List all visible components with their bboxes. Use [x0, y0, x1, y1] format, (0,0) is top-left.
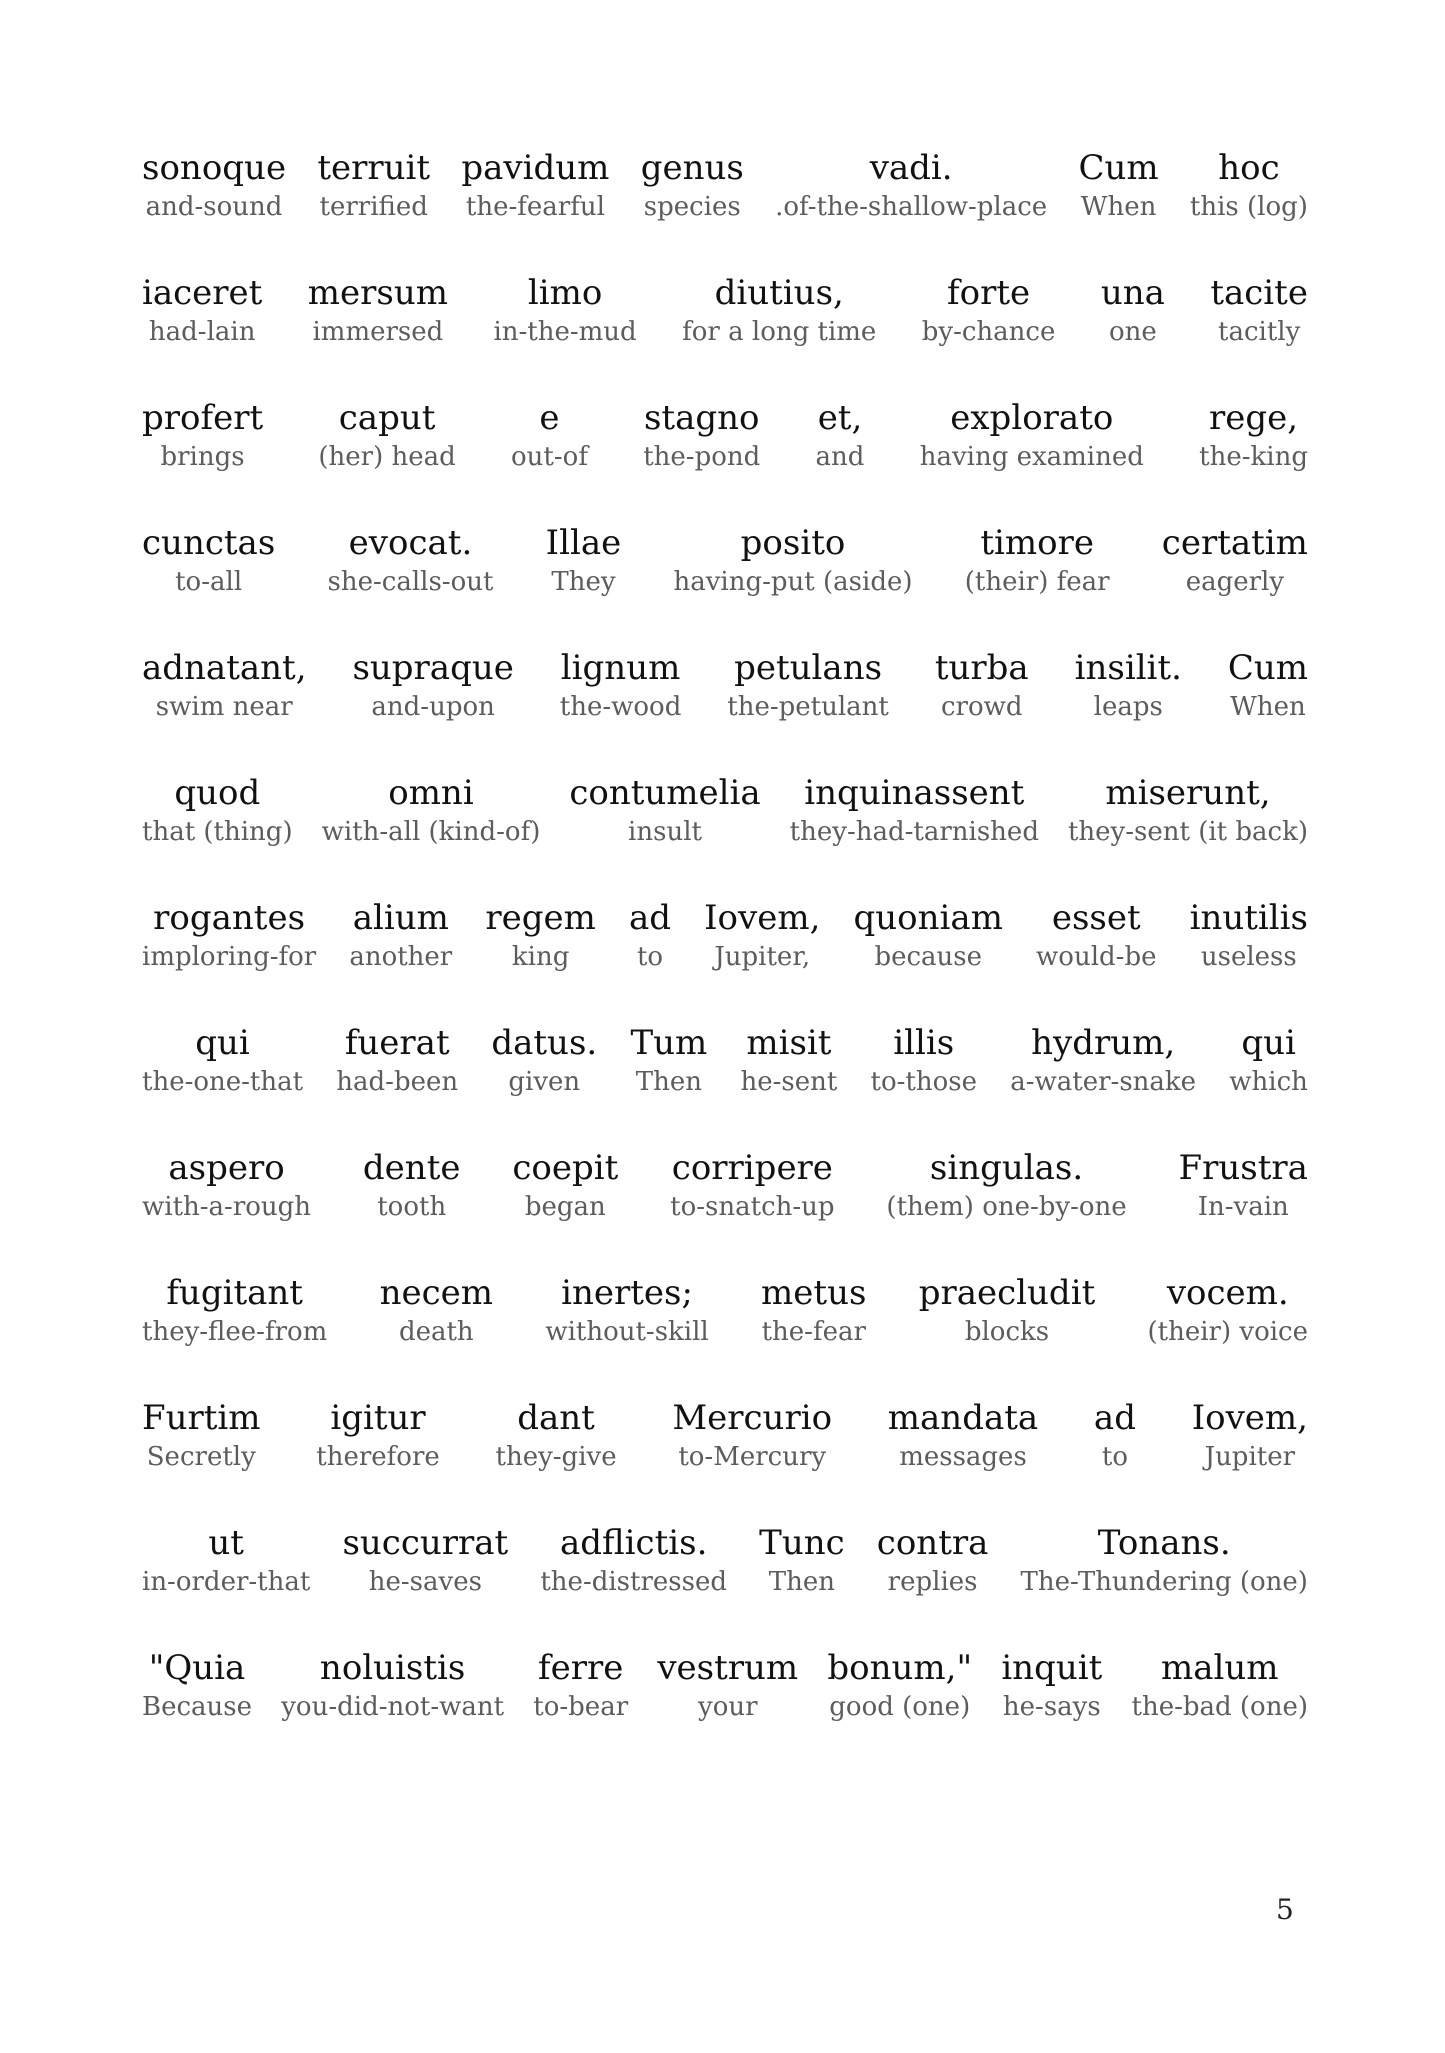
word-pair — [816, 396, 865, 474]
word-pair — [569, 771, 760, 849]
latin-word: dente — [362, 1148, 461, 1188]
word-pair — [871, 1021, 977, 1099]
english-gloss: she-calls-out — [327, 567, 494, 597]
word-pair — [496, 1396, 617, 1474]
english-gloss: to-those — [870, 1067, 978, 1097]
latin-word: Furtim — [142, 1398, 261, 1438]
word-pair — [1021, 1521, 1308, 1599]
english-gloss: with-all (kind-of) — [321, 817, 541, 847]
word-pair — [491, 1021, 597, 1099]
word-pair — [673, 521, 912, 599]
latin-word: aspero — [168, 1148, 285, 1188]
latin-word: inquit — [1001, 1648, 1103, 1688]
english-gloss: having examined — [919, 442, 1144, 472]
word-pair — [965, 521, 1110, 599]
latin-word: e — [539, 398, 560, 438]
word-pair — [888, 1396, 1038, 1474]
english-gloss: death — [398, 1317, 474, 1347]
latin-word: Iovem, — [1191, 1398, 1308, 1438]
latin-word: contra — [876, 1523, 989, 1563]
english-gloss: (them) one-by-one — [886, 1192, 1127, 1222]
english-gloss: and-sound — [145, 192, 283, 222]
english-gloss: the-king — [1199, 442, 1308, 472]
english-gloss: to-all — [175, 567, 243, 597]
latin-word: inutilis — [1189, 898, 1308, 938]
word-pair — [775, 146, 1047, 224]
latin-word: necem — [379, 1273, 494, 1313]
english-gloss: brings — [160, 442, 245, 472]
english-gloss: you-did-not-want — [281, 1692, 505, 1722]
english-gloss: (her) head — [318, 442, 456, 472]
latin-word: timore — [980, 523, 1094, 563]
word-pair — [142, 771, 293, 849]
english-gloss: Jupiter — [1204, 1442, 1296, 1472]
word-pair — [1210, 271, 1308, 349]
english-gloss: tooth — [377, 1192, 447, 1222]
english-gloss: immersed — [312, 317, 444, 347]
latin-word: ferre — [538, 1648, 624, 1688]
word-pair — [349, 896, 452, 974]
latin-word: evocat. — [348, 523, 473, 563]
word-pair — [877, 1521, 989, 1599]
latin-word: illis — [893, 1023, 955, 1063]
latin-word: diutius, — [714, 273, 844, 313]
latin-word: misit — [746, 1023, 832, 1063]
interlinear-line — [142, 1646, 1308, 1771]
word-pair — [1101, 271, 1165, 349]
english-gloss: to-bear — [533, 1692, 629, 1722]
english-gloss: with-a-rough — [142, 1192, 312, 1222]
word-pair — [1190, 146, 1308, 224]
latin-word: limo — [527, 273, 603, 313]
word-pair — [540, 1521, 727, 1599]
english-gloss: king — [511, 942, 570, 972]
word-pair — [670, 1146, 834, 1224]
interlinear-text — [142, 146, 1308, 1771]
word-pair — [142, 1021, 303, 1099]
latin-word: caput — [338, 398, 436, 438]
latin-word: datus. — [491, 1023, 598, 1063]
latin-word: ad — [1093, 1398, 1136, 1438]
latin-word: pavidum — [461, 148, 610, 188]
english-gloss: useless — [1200, 942, 1297, 972]
word-pair — [342, 1521, 508, 1599]
english-gloss: he-says — [1002, 1692, 1101, 1722]
word-pair — [142, 396, 263, 474]
word-pair — [363, 1146, 461, 1224]
word-pair — [740, 1021, 837, 1099]
latin-word: explorato — [950, 398, 1114, 438]
latin-word: rogantes — [153, 898, 306, 938]
english-gloss: the-fear — [761, 1317, 866, 1347]
english-gloss: to-snatch-up — [670, 1192, 835, 1222]
latin-word: malum — [1160, 1648, 1279, 1688]
latin-word: posito — [740, 523, 846, 563]
latin-word: succurrat — [342, 1523, 509, 1563]
english-gloss: imploring-for — [142, 942, 317, 972]
english-gloss: insult — [628, 817, 702, 847]
latin-word: contumelia — [569, 773, 761, 813]
english-gloss: Secretly — [146, 1442, 256, 1472]
interlinear-line — [142, 1146, 1308, 1271]
word-pair — [672, 1396, 832, 1474]
word-pair — [336, 1021, 458, 1099]
interlinear-line — [142, 896, 1308, 1021]
english-gloss: terrified — [319, 192, 428, 222]
latin-word: Cum — [1078, 148, 1159, 188]
word-pair — [328, 521, 494, 599]
word-pair — [935, 646, 1029, 724]
word-pair — [1192, 1396, 1308, 1474]
latin-word: adnatant, — [142, 648, 307, 688]
latin-word: noluistis — [319, 1648, 466, 1688]
word-pair — [142, 896, 316, 974]
latin-word: lignum — [560, 648, 681, 688]
word-pair — [142, 1146, 311, 1224]
latin-word: fuerat — [344, 1023, 450, 1063]
latin-word: Frustra — [1178, 1148, 1308, 1188]
word-pair — [461, 146, 609, 224]
word-pair — [352, 646, 513, 724]
word-pair — [142, 1271, 327, 1349]
latin-word: omni — [388, 773, 474, 813]
latin-word: miserunt, — [1105, 773, 1271, 813]
latin-word: coepit — [512, 1148, 619, 1188]
word-pair — [512, 1146, 618, 1224]
word-pair — [727, 646, 889, 724]
word-pair — [560, 646, 682, 724]
latin-word: tacite — [1210, 273, 1308, 313]
latin-word: quod — [174, 773, 261, 813]
latin-word: qui — [1241, 1023, 1296, 1063]
latin-word: ut — [208, 1523, 244, 1563]
latin-word: insilit. — [1074, 648, 1182, 688]
english-gloss: tacitly — [1218, 317, 1301, 347]
latin-word: vadi. — [869, 148, 953, 188]
latin-word: regem — [485, 898, 596, 938]
word-pair — [1228, 646, 1308, 724]
english-gloss: the-bad (one) — [1131, 1692, 1308, 1722]
english-gloss: When — [1080, 192, 1157, 222]
interlinear-line — [142, 771, 1308, 896]
latin-word: iaceret — [142, 273, 263, 313]
word-pair — [920, 396, 1144, 474]
latin-word: "Quia — [148, 1648, 246, 1688]
word-pair — [854, 896, 1003, 974]
latin-word: adflictis. — [559, 1523, 708, 1563]
word-pair — [142, 271, 262, 349]
word-pair — [142, 521, 275, 599]
latin-word: profert — [142, 398, 264, 438]
word-pair — [142, 1646, 252, 1724]
word-pair — [545, 1271, 708, 1349]
word-pair — [682, 271, 876, 349]
english-gloss: would-be — [1036, 942, 1157, 972]
latin-word: hoc — [1218, 148, 1280, 188]
word-pair — [704, 896, 820, 974]
english-gloss: began — [524, 1192, 606, 1222]
english-gloss: Then — [635, 1067, 702, 1097]
english-gloss: leaps — [1093, 692, 1163, 722]
english-gloss: he-sent — [740, 1067, 838, 1097]
english-gloss: they-give — [495, 1442, 617, 1472]
english-gloss: Because — [142, 1692, 253, 1722]
latin-word: sonoque — [142, 148, 287, 188]
word-pair — [919, 1271, 1096, 1349]
english-gloss: messages — [899, 1442, 1027, 1472]
word-pair — [1078, 146, 1158, 224]
word-pair — [1068, 771, 1308, 849]
latin-word: quoniam — [853, 898, 1003, 938]
interlinear-line — [142, 646, 1308, 771]
latin-word: inquinassent — [804, 773, 1025, 813]
english-gloss: having-put (aside) — [673, 567, 913, 597]
word-pair — [1162, 521, 1308, 599]
latin-word: igitur — [330, 1398, 426, 1438]
english-gloss: they-flee-from — [142, 1317, 328, 1347]
latin-word: inertes; — [561, 1273, 693, 1313]
english-gloss: that (thing) — [142, 817, 293, 847]
word-pair — [316, 1396, 440, 1474]
latin-word: Cum — [1227, 648, 1308, 688]
latin-word: metus — [761, 1273, 867, 1313]
english-gloss: another — [349, 942, 453, 972]
interlinear-line — [142, 1396, 1308, 1521]
word-pair — [643, 396, 760, 474]
english-gloss: good (one) — [829, 1692, 971, 1722]
english-gloss: They — [551, 567, 616, 597]
interlinear-line — [142, 396, 1308, 521]
latin-word: corripere — [671, 1148, 833, 1188]
latin-word: mersum — [307, 273, 448, 313]
english-gloss: The-Thundering (one) — [1020, 1567, 1308, 1597]
english-gloss: the-pond — [643, 442, 761, 472]
word-pair — [142, 1396, 261, 1474]
latin-word: mandata — [887, 1398, 1039, 1438]
interlinear-line — [142, 1521, 1308, 1646]
english-gloss: one — [1108, 317, 1157, 347]
english-gloss: given — [508, 1067, 581, 1097]
latin-word: qui — [195, 1023, 250, 1063]
latin-word: fugitant — [166, 1273, 303, 1313]
english-gloss: and — [815, 442, 865, 472]
interlinear-line — [142, 271, 1308, 396]
english-gloss: they-sent (it back) — [1067, 817, 1308, 847]
english-gloss: to — [636, 942, 664, 972]
word-pair — [657, 1646, 798, 1724]
english-gloss: In-vain — [1197, 1192, 1289, 1222]
english-gloss: a-water-snake — [1010, 1067, 1197, 1097]
word-pair — [630, 1021, 707, 1099]
latin-word: vocem. — [1166, 1273, 1289, 1313]
word-pair — [1001, 1646, 1102, 1724]
word-pair — [142, 1521, 310, 1599]
english-gloss: this (log) — [1189, 192, 1308, 222]
english-gloss: (their) fear — [964, 567, 1110, 597]
latin-word: Tunc — [759, 1523, 845, 1563]
latin-word: Iovem, — [704, 898, 821, 938]
english-gloss: blocks — [964, 1317, 1050, 1347]
word-pair — [1179, 1146, 1308, 1224]
word-pair — [318, 396, 455, 474]
word-pair — [1094, 1396, 1136, 1474]
english-gloss: .of-the-shallow-place — [775, 192, 1048, 222]
latin-word: genus — [640, 148, 744, 188]
word-pair — [281, 1646, 504, 1724]
english-gloss: therefore — [316, 1442, 440, 1472]
latin-word: bonum," — [827, 1648, 973, 1688]
word-pair — [1190, 896, 1308, 974]
english-gloss: for a long time — [682, 317, 877, 347]
english-gloss: species — [643, 192, 741, 222]
word-pair — [759, 1521, 845, 1599]
english-gloss: Jupiter, — [714, 942, 811, 972]
latin-word: Tum — [630, 1023, 708, 1063]
interlinear-line — [142, 1021, 1308, 1146]
english-gloss: the-wood — [559, 692, 682, 722]
english-gloss: eagerly — [1185, 567, 1285, 597]
latin-word: ad — [628, 898, 672, 938]
english-gloss: had-been — [336, 1067, 459, 1097]
latin-word: forte — [947, 273, 1031, 313]
latin-word: Illae — [545, 523, 622, 563]
latin-word: Mercurio — [672, 1398, 833, 1438]
word-pair — [761, 1271, 866, 1349]
word-pair — [629, 896, 671, 974]
english-gloss: swim near — [155, 692, 293, 722]
latin-word: turba — [934, 648, 1029, 688]
latin-word: stagno — [643, 398, 760, 438]
word-pair — [142, 646, 307, 724]
word-pair — [922, 271, 1056, 349]
word-pair — [1199, 396, 1308, 474]
word-pair — [1229, 1021, 1308, 1099]
interlinear-line — [142, 1271, 1308, 1396]
latin-word: certatim — [1161, 523, 1308, 563]
english-gloss: out-of — [511, 442, 588, 472]
word-pair — [827, 1646, 972, 1724]
word-pair — [322, 771, 541, 849]
latin-word: praecludit — [918, 1273, 1096, 1313]
latin-word: Tonans. — [1097, 1523, 1231, 1563]
english-gloss: (their) voice — [1147, 1317, 1308, 1347]
word-pair — [511, 396, 588, 474]
english-gloss: your — [698, 1692, 758, 1722]
word-pair — [317, 146, 430, 224]
english-gloss: to-Mercury — [678, 1442, 827, 1472]
word-pair — [641, 146, 744, 224]
english-gloss: the-one-that — [142, 1067, 304, 1097]
interlinear-line — [142, 521, 1308, 646]
word-pair — [546, 521, 622, 599]
english-gloss: When — [1230, 692, 1306, 722]
english-gloss: in-order-that — [142, 1567, 311, 1597]
english-gloss: in-the-mud — [493, 317, 637, 347]
english-gloss: because — [874, 942, 983, 972]
latin-word: supraque — [352, 648, 514, 688]
english-gloss: by-chance — [921, 317, 1056, 347]
english-gloss: without-skill — [545, 1317, 709, 1347]
latin-word: esset — [1051, 898, 1141, 938]
english-gloss: the-petulant — [727, 692, 889, 722]
latin-word: cunctas — [142, 523, 276, 563]
english-gloss: the-distressed — [540, 1567, 728, 1597]
latin-word: et, — [817, 398, 863, 438]
page-number: 5 — [1276, 1893, 1294, 1926]
word-pair — [1148, 1271, 1308, 1349]
word-pair — [380, 1271, 493, 1349]
word-pair — [142, 146, 286, 224]
word-pair — [1010, 1021, 1196, 1099]
word-pair — [493, 271, 636, 349]
english-gloss: he-saves — [368, 1567, 482, 1597]
latin-word: singulas. — [929, 1148, 1084, 1188]
interlinear-line — [142, 146, 1308, 271]
english-gloss: replies — [887, 1567, 978, 1597]
latin-word: terruit — [317, 148, 431, 188]
word-pair — [533, 1646, 628, 1724]
word-pair — [790, 771, 1039, 849]
latin-word: hydrum, — [1031, 1023, 1176, 1063]
word-pair — [308, 271, 448, 349]
latin-word: petulans — [734, 648, 883, 688]
english-gloss: crowd — [940, 692, 1023, 722]
word-pair — [485, 896, 596, 974]
english-gloss: and-upon — [371, 692, 495, 722]
latin-word: dant — [517, 1398, 595, 1438]
english-gloss: the-fearful — [465, 192, 605, 222]
english-gloss: which — [1229, 1067, 1308, 1097]
english-gloss: had-lain — [148, 317, 256, 347]
latin-word: una — [1100, 273, 1165, 313]
english-gloss: Then — [768, 1567, 835, 1597]
latin-word: rege, — [1209, 398, 1299, 438]
word-pair — [1036, 896, 1156, 974]
latin-word: vestrum — [657, 1648, 799, 1688]
word-pair — [886, 1146, 1126, 1224]
word-pair — [1075, 646, 1182, 724]
english-gloss: they-had-tarnished — [789, 817, 1039, 847]
english-gloss: to — [1101, 1442, 1128, 1472]
word-pair — [1132, 1646, 1309, 1724]
latin-word: alium — [352, 898, 449, 938]
